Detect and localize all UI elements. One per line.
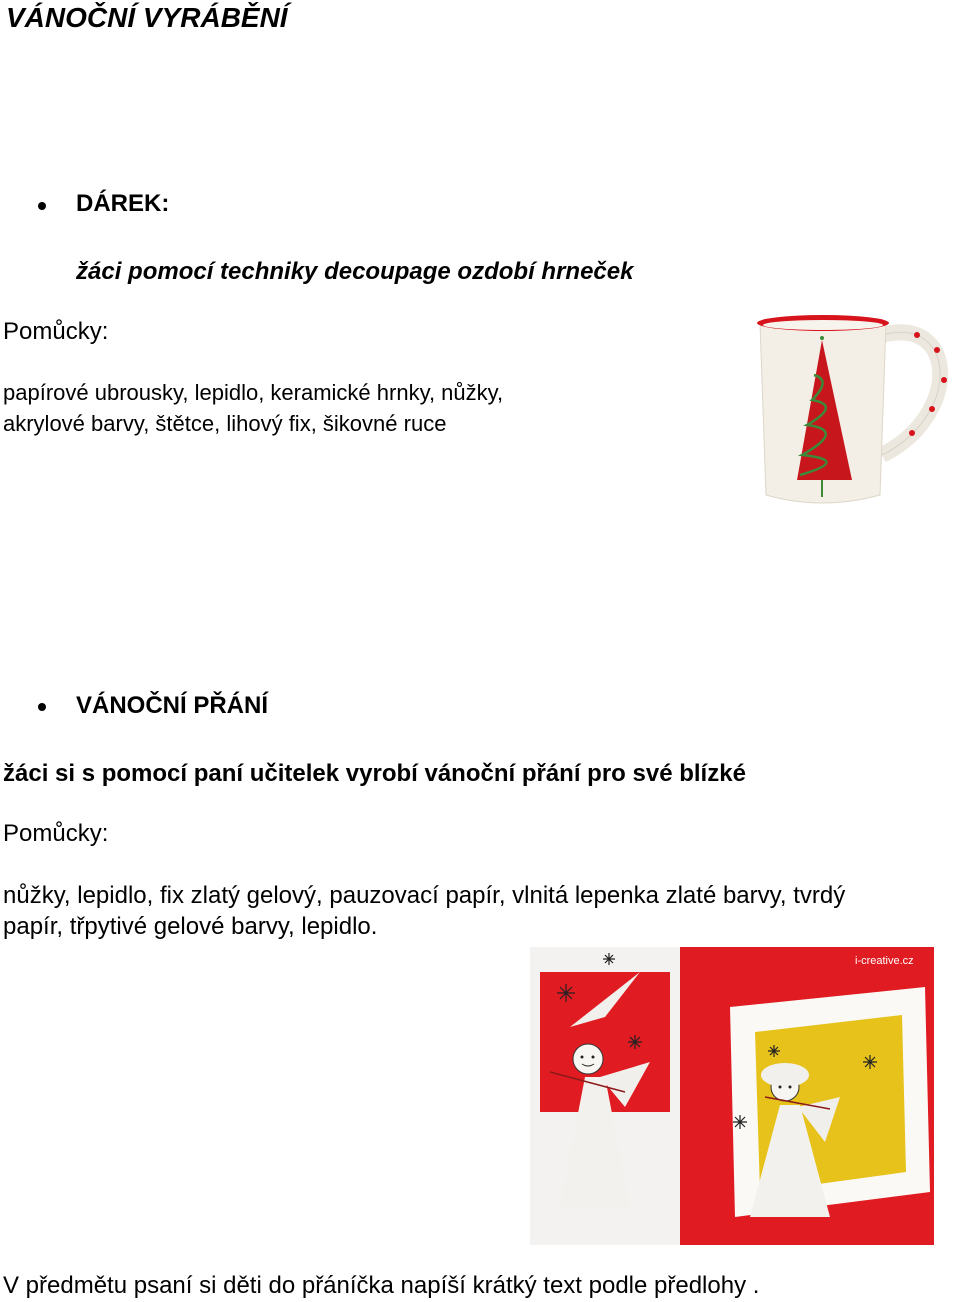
section-gift-materials-line1: papírové ubrousky, lepidlo, keramické hrnky, nůžky, <box>3 380 504 405</box>
section-gift-materials-line2: akrylové barvy, štětce, lihový fix, šikovné ruce <box>3 411 447 436</box>
section-card-heading: VÁNOČNÍ PŘÁNÍ <box>76 692 269 719</box>
decorated-mug-image <box>752 305 952 520</box>
christmas-cards-image <box>530 947 934 1245</box>
bullet-dot <box>38 202 46 210</box>
bullet-dot <box>38 703 46 711</box>
section-card-tools-label: Pomůcky: <box>3 820 109 847</box>
watermark-text: i-creative.cz <box>855 955 914 967</box>
section-card-materials-line1: nůžky, lepidlo, fix zlatý gelový, pauzovací papír, vlnitá lepenka zlaté barvy, tvrdý <box>3 882 846 909</box>
section-card-materials-line2: papír, třpytivé gelové barvy, lepidlo. <box>3 913 378 940</box>
section-gift-description: žáci pomocí techniky decoupage ozdobí hrneček <box>76 258 634 285</box>
section-gift-tools-label: Pomůcky: <box>3 318 109 345</box>
section-gift-heading: DÁREK: <box>76 190 170 217</box>
section-card-description: žáci si s pomocí paní učitelek vyrobí vánoční přání pro své blízké <box>3 760 746 787</box>
footer-note: V předmětu psaní si děti do přáníčka napíší krátký text podle předlohy . <box>3 1272 760 1299</box>
page-title: VÁNOČNÍ VYRÁBĚNÍ <box>6 2 288 33</box>
